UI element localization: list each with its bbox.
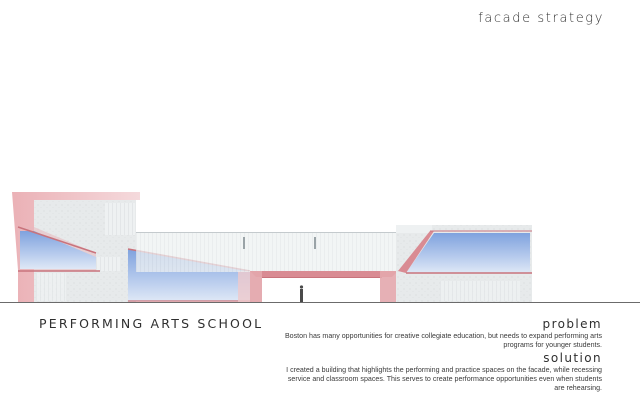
solution-heading: solution [543, 351, 602, 365]
ground-line [0, 302, 640, 303]
building-elevation [0, 185, 640, 310]
problem-section [282, 317, 602, 350]
problem-heading: problem [542, 317, 602, 331]
problem-text: Boston has many opportunities for creative collegiate education, but needs to expand performing arts programs for younger students. [284, 332, 602, 350]
solution-section [282, 351, 602, 394]
right-volume [396, 225, 532, 303]
sheet-title: facade strategy [478, 11, 604, 26]
project-title: PERFORMING ARTS SCHOOL [39, 316, 264, 331]
solution-text: I created a building that highlights the performing and practice spaces on the facade, while recessing service and classroom spaces. This serves to create performance opportunities even when students are rehearsing. [286, 366, 602, 393]
